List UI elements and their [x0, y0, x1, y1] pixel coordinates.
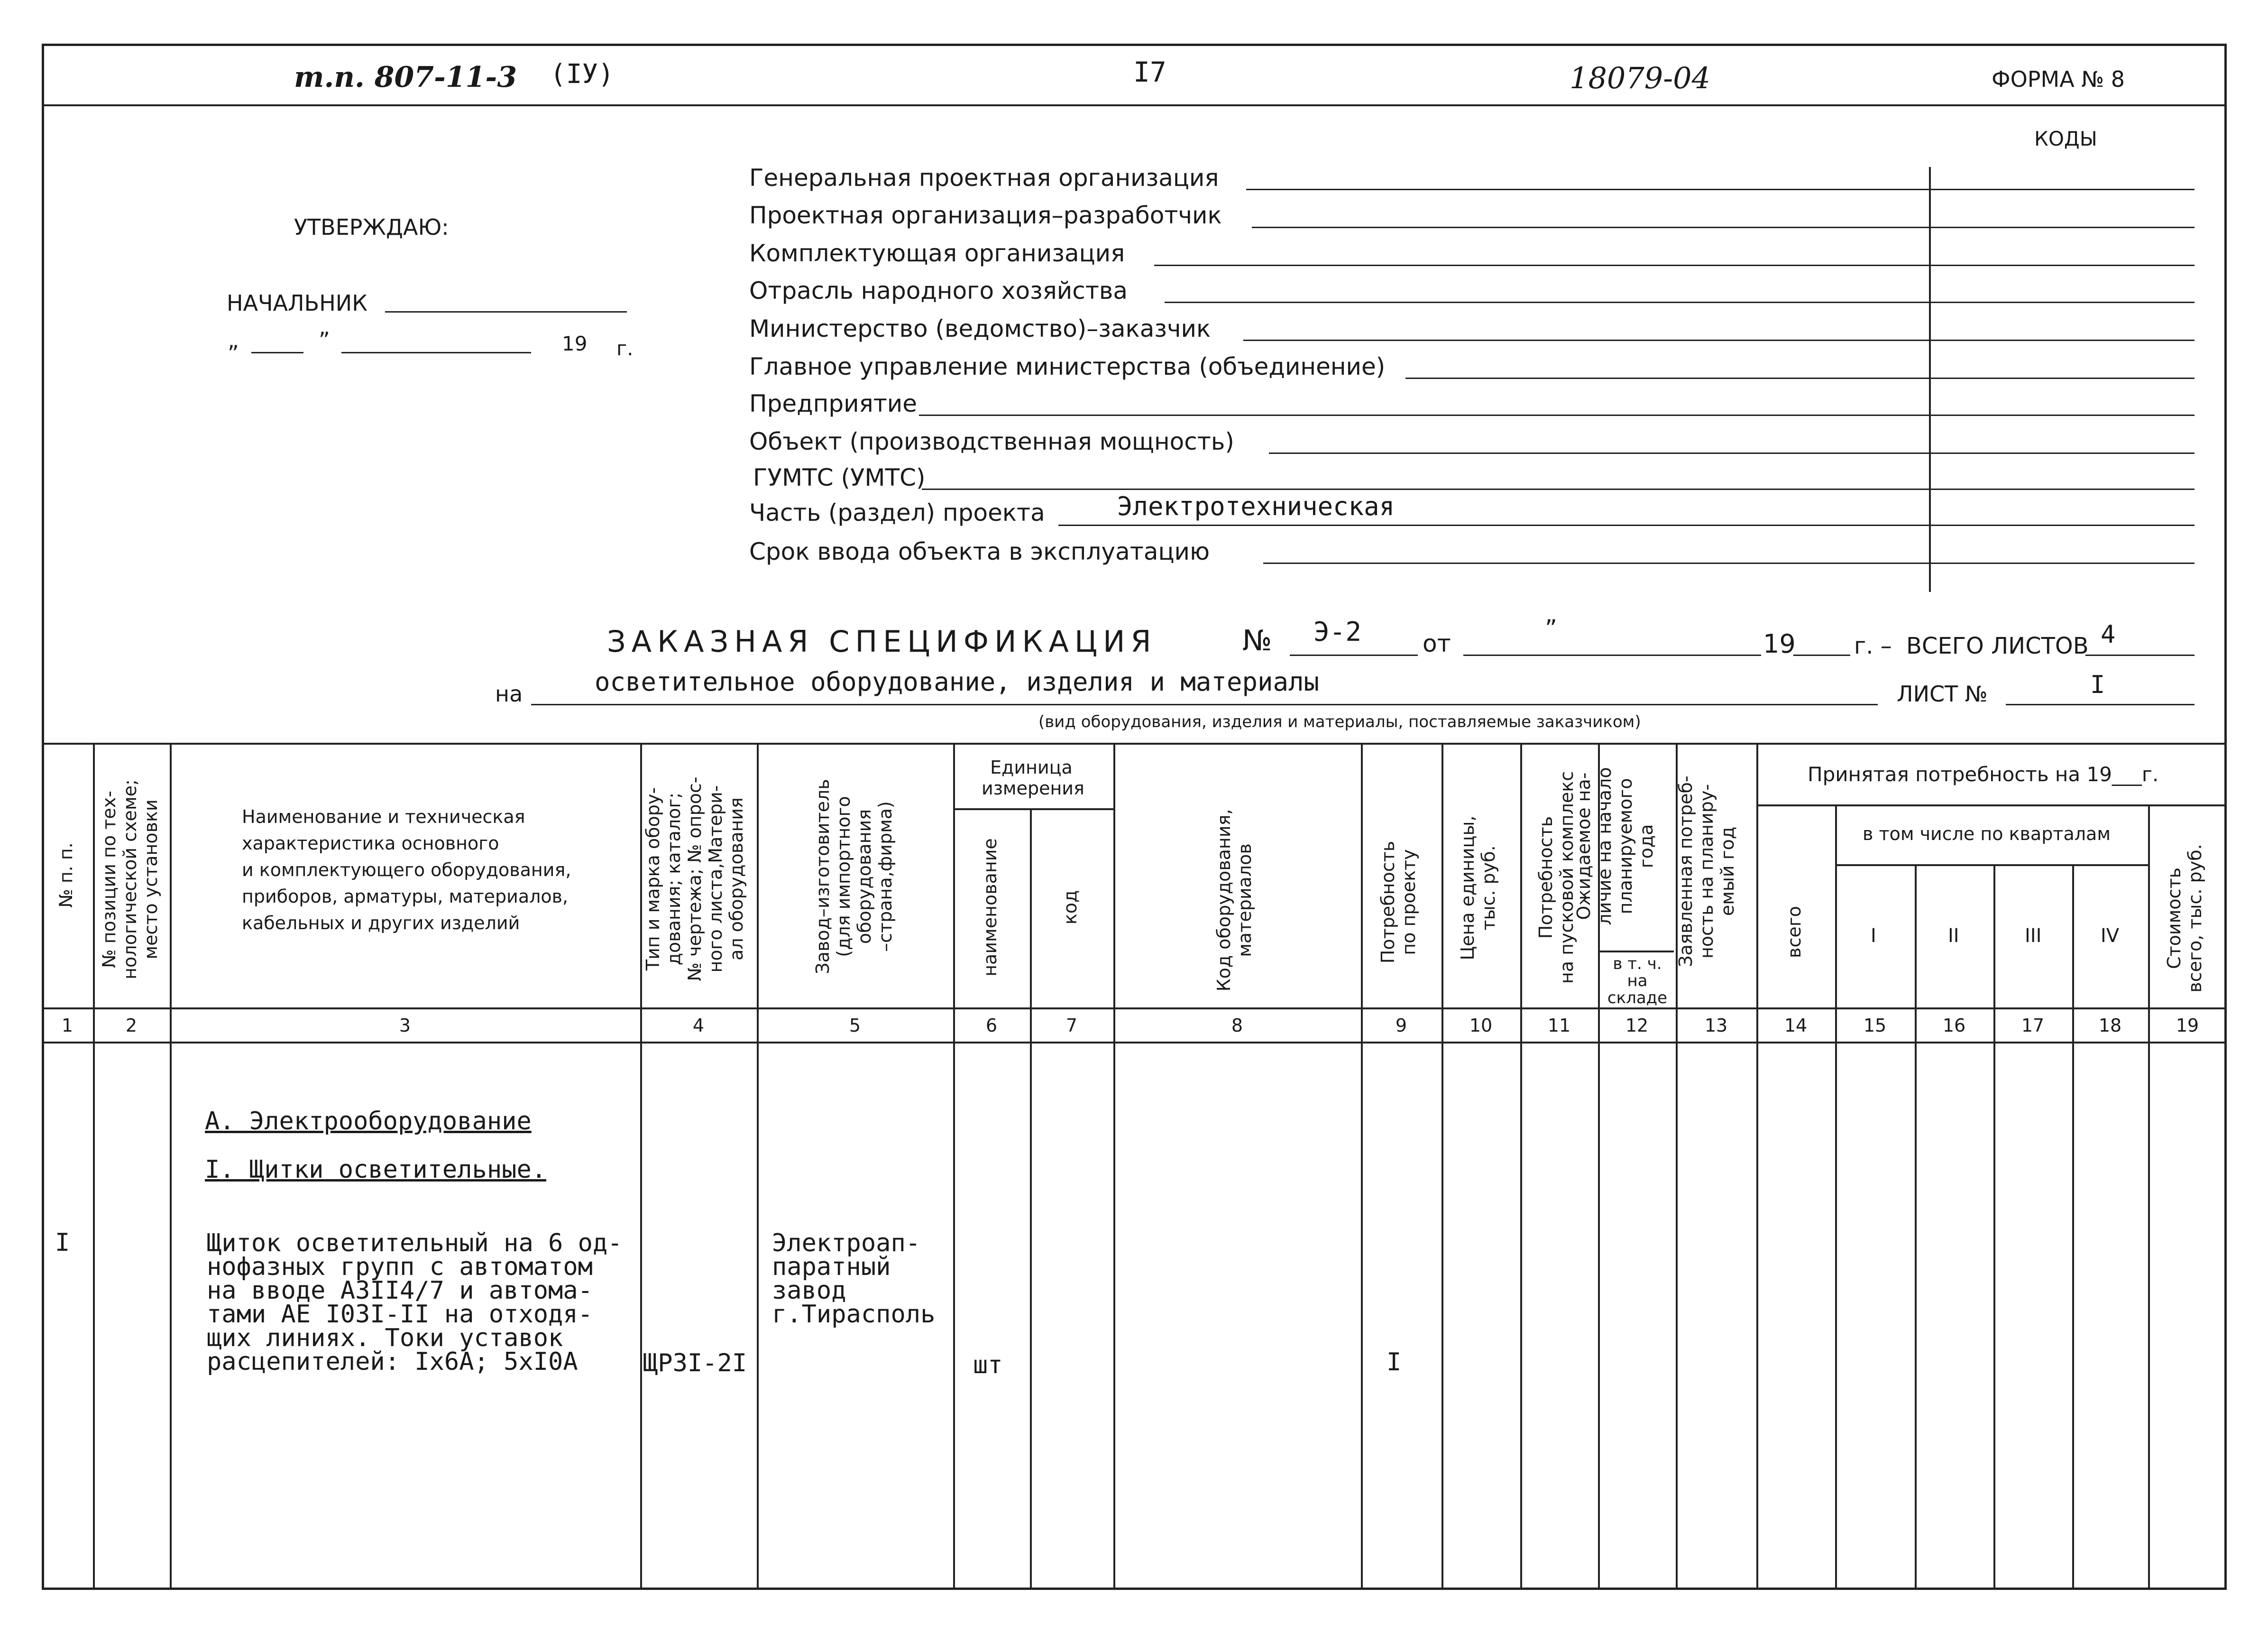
field-supply-org-label: Комплектующая организация: [749, 240, 1125, 267]
reg-number: 18079-04: [1570, 61, 1711, 95]
spec-total-label: ВСЕГО ЛИСТОВ: [1906, 633, 2089, 659]
field-main-dept-line: [1405, 378, 2195, 379]
item-qty: I: [1387, 1348, 1402, 1376]
col-number-2: 2: [125, 1015, 138, 1036]
table-top-line: [42, 743, 2227, 745]
table-numbers-bottom: [42, 1042, 2227, 1043]
field-object-line: [1269, 452, 2195, 454]
unit-group-divider: [953, 808, 1114, 810]
quarter-3: III: [2025, 925, 2042, 947]
spec-sheet-no: I: [2090, 671, 2105, 699]
col-header-12: Ожидаемое на- личие на начало планируемого года: [1573, 767, 1657, 925]
spec-sheet-line: [2006, 704, 2195, 705]
item-maker: [772, 1229, 936, 1329]
field-section-line: [1058, 525, 2195, 526]
spec-quote-1: ”: [1545, 615, 1557, 642]
col-header-13: Заявленная потреб- ность на планиру- емый год: [1675, 776, 1738, 967]
col-number-7: 7: [1065, 1015, 1078, 1036]
col-line-2: [170, 743, 172, 1590]
spec-caption: (вид оборудования, изделия и материалы, поставляемые заказчиком): [1038, 712, 1641, 731]
field-gumts-line: [922, 489, 2195, 490]
col-number-13: 13: [1704, 1015, 1728, 1036]
col-number-9: 9: [1395, 1015, 1407, 1036]
field-ministry-line: [1243, 340, 2195, 341]
approve-title: УТВЕРЖДАЮ:: [294, 214, 449, 240]
col-header-1: № п. п.: [55, 842, 76, 908]
col-number-8: 8: [1231, 1015, 1243, 1036]
item-maker-line: г.Тирасполь: [772, 1300, 936, 1329]
field-deadline-line: [1263, 563, 2195, 564]
approve-year: 19: [562, 332, 588, 355]
col-header-14: всего: [1784, 906, 1805, 958]
col-line-8: [1361, 743, 1363, 1590]
col-line-6: [1030, 808, 1032, 1590]
accepted-divider: [1756, 804, 2227, 806]
chief-signature-line: [385, 311, 627, 313]
field-main-dept-label: Главное управление министерства (объединение): [749, 353, 1386, 380]
item-desc-line: тами АЕ I03I-II на отходя-: [207, 1300, 593, 1329]
quarters-divider: [1835, 864, 2148, 866]
col-line-4: [757, 743, 759, 1590]
col-number-4: 4: [692, 1015, 705, 1036]
codes-divider: [1929, 167, 1931, 592]
item-desc-line: нофазных групп с автоматом: [207, 1253, 593, 1281]
item-unit: шт: [973, 1351, 1003, 1379]
col-header-8: Код оборудования, материалов: [1213, 809, 1255, 992]
spec-no-value: Э-2: [1313, 617, 1362, 647]
col-line-10: [1520, 743, 1522, 1590]
spec-subject-line: [531, 704, 1878, 705]
col-number-16: 16: [1942, 1015, 1966, 1036]
item-maker-line: паратный: [772, 1253, 891, 1281]
col-number-12: 12: [1625, 1015, 1649, 1036]
item-desc-line: на вводе А3II4/7 и автома-: [207, 1276, 593, 1305]
date-day-line: [251, 352, 303, 353]
col-header-9: Потребность по проекту: [1377, 840, 1419, 964]
field-enterprise-line: [919, 415, 2195, 416]
field-section-label: Часть (раздел) проекта: [749, 499, 1045, 526]
item-number: I: [55, 1228, 70, 1257]
album-number: (IУ): [550, 59, 614, 90]
quarters-header: в том числе по кварталам: [1863, 823, 2111, 844]
spec-subject: осветительное оборудование, изделия и материалы: [595, 667, 1320, 697]
col-number-17: 17: [2021, 1015, 2045, 1036]
col-number-3: 3: [399, 1015, 411, 1036]
col-number-14: 14: [1784, 1015, 1808, 1036]
table-header-bottom: [42, 1007, 2227, 1009]
page-number: I7: [1133, 56, 1166, 88]
section-1-title: I. Щитки осветительные.: [205, 1155, 547, 1184]
spec-total-line: [2085, 655, 2195, 656]
spec-year-line: [1793, 655, 1850, 656]
col-line-17: [2072, 864, 2074, 1590]
accepted-header: Принятая потребность на 19___г.: [1808, 763, 2159, 786]
date-quote-open: „: [228, 327, 239, 353]
item-type: ЩР3I-2I: [643, 1349, 747, 1377]
unit-group-header: Единица измерения: [982, 757, 1084, 799]
approve-year-suffix: г.: [616, 337, 634, 360]
col-header-6: наименование: [980, 838, 1001, 977]
item-desc-line: расцепителей: Iх6А; 5хI0А: [207, 1348, 578, 1376]
item-description: [207, 1231, 623, 1374]
field-supply-org-line: [1154, 265, 2195, 266]
col-number-15: 15: [1863, 1015, 1887, 1036]
col-number-18: 18: [2098, 1015, 2122, 1036]
col-line-7: [1113, 743, 1115, 1590]
section-a-title: А. Электрооборудование: [205, 1107, 532, 1136]
field-industry-line: [1165, 302, 2195, 303]
col-header-5: Завод–изготовитель (для импортного оборудования –страна,фирма): [812, 779, 896, 974]
col-number-19: 19: [2176, 1015, 2199, 1036]
col-number-11: 11: [1547, 1015, 1571, 1036]
field-ministry-label: Министерство (ведомство)–заказчик: [749, 315, 1211, 342]
field-section-value: Электротехническая: [1117, 491, 1395, 521]
field-design-org-line: [1252, 227, 2195, 228]
col-header-10: Цена единицы, тыс. руб.: [1457, 815, 1499, 960]
spec-na-label: на: [495, 681, 523, 707]
col-line-16: [1993, 864, 1995, 1590]
header-divider: [42, 104, 2227, 106]
col-line-13: [1756, 743, 1758, 1590]
col-line-3: [640, 743, 642, 1590]
field-design-org-label: Проектная организация–разработчик: [749, 202, 1222, 229]
col-header-4: Тип и марка обору- дования; каталог; № чертежа; № опрос- ного листа,Матери- ал оборудования: [643, 776, 747, 981]
spec-title: ЗАКАЗНАЯ СПЕЦИФИКАЦИЯ: [607, 624, 1157, 659]
field-gumts-label: ГУМТС (УМТС): [753, 464, 926, 491]
col-line-15: [1915, 864, 1917, 1590]
item-maker-line: Электроап-: [772, 1229, 921, 1257]
col-line-14: [1835, 804, 1837, 1590]
item-desc-line: Щиток осветительный на 6 од-: [207, 1229, 623, 1257]
chief-label: НАЧАЛЬНИК: [227, 290, 367, 316]
col-header-7: код: [1060, 890, 1081, 925]
field-deadline-label: Срок ввода объекта в эксплуатацию: [749, 538, 1210, 565]
date-month-line: [341, 352, 531, 353]
spec-year: 19: [1763, 629, 1796, 659]
col-number-1: 1: [61, 1015, 73, 1036]
codes-label: КОДЫ: [2034, 127, 2097, 150]
col-header-3: Наименование и техническая характеристика основного и комплектующего оборудования, приборов, арматуры, материалов, кабельных и других изделий: [242, 806, 571, 933]
item-maker-line: завод: [772, 1276, 846, 1305]
col-line-5: [953, 743, 955, 1590]
field-enterprise-label: Предприятие: [749, 390, 918, 417]
col-number-6: 6: [985, 1015, 998, 1036]
spec-sheet-label: ЛИСТ №: [1897, 681, 1988, 707]
field-object-label: Объект (производственная мощность): [749, 428, 1234, 455]
field-general-org-line: [1246, 189, 2195, 190]
col-header-11: Потребность на пусковой комплекс: [1535, 771, 1577, 984]
quarter-4: IV: [2101, 925, 2120, 947]
col-line-18: [2148, 804, 2150, 1590]
col-line-1: [93, 743, 95, 1590]
quarter-1: I: [1871, 925, 1876, 947]
col-number-10: 10: [1469, 1015, 1493, 1036]
field-general-org-label: Генеральная проектная организация: [749, 164, 1219, 192]
col-header-12b: в т. ч. на складе: [1607, 954, 1668, 1007]
spec-year-suffix: г. –: [1854, 633, 1892, 659]
item-desc-line: щих линиях. Токи уставок: [207, 1324, 563, 1352]
date-quote-close: ”: [319, 327, 330, 353]
spec-from-label: от: [1423, 630, 1451, 657]
col-header-19: Стоимость всего, тыс. руб.: [2164, 844, 2205, 993]
quarter-2: II: [1948, 925, 1959, 947]
spec-no-label: №: [1242, 624, 1272, 657]
col-line-9: [1442, 743, 1443, 1590]
tp-number: т.п. 807-11-3: [294, 61, 517, 94]
spec-total-value: 4: [2101, 620, 2116, 649]
forma-label: ФОРМА № 8: [1992, 66, 2125, 92]
c12-divider: [1598, 951, 1674, 952]
col-number-5: 5: [849, 1015, 861, 1036]
col-header-2: № позиции по тех- нологической схеме; место установки: [99, 779, 161, 979]
field-industry-label: Отрасль народного хозяйства: [749, 277, 1128, 305]
spec-date-line: [1463, 655, 1761, 656]
spec-no-line: [1290, 655, 1418, 656]
